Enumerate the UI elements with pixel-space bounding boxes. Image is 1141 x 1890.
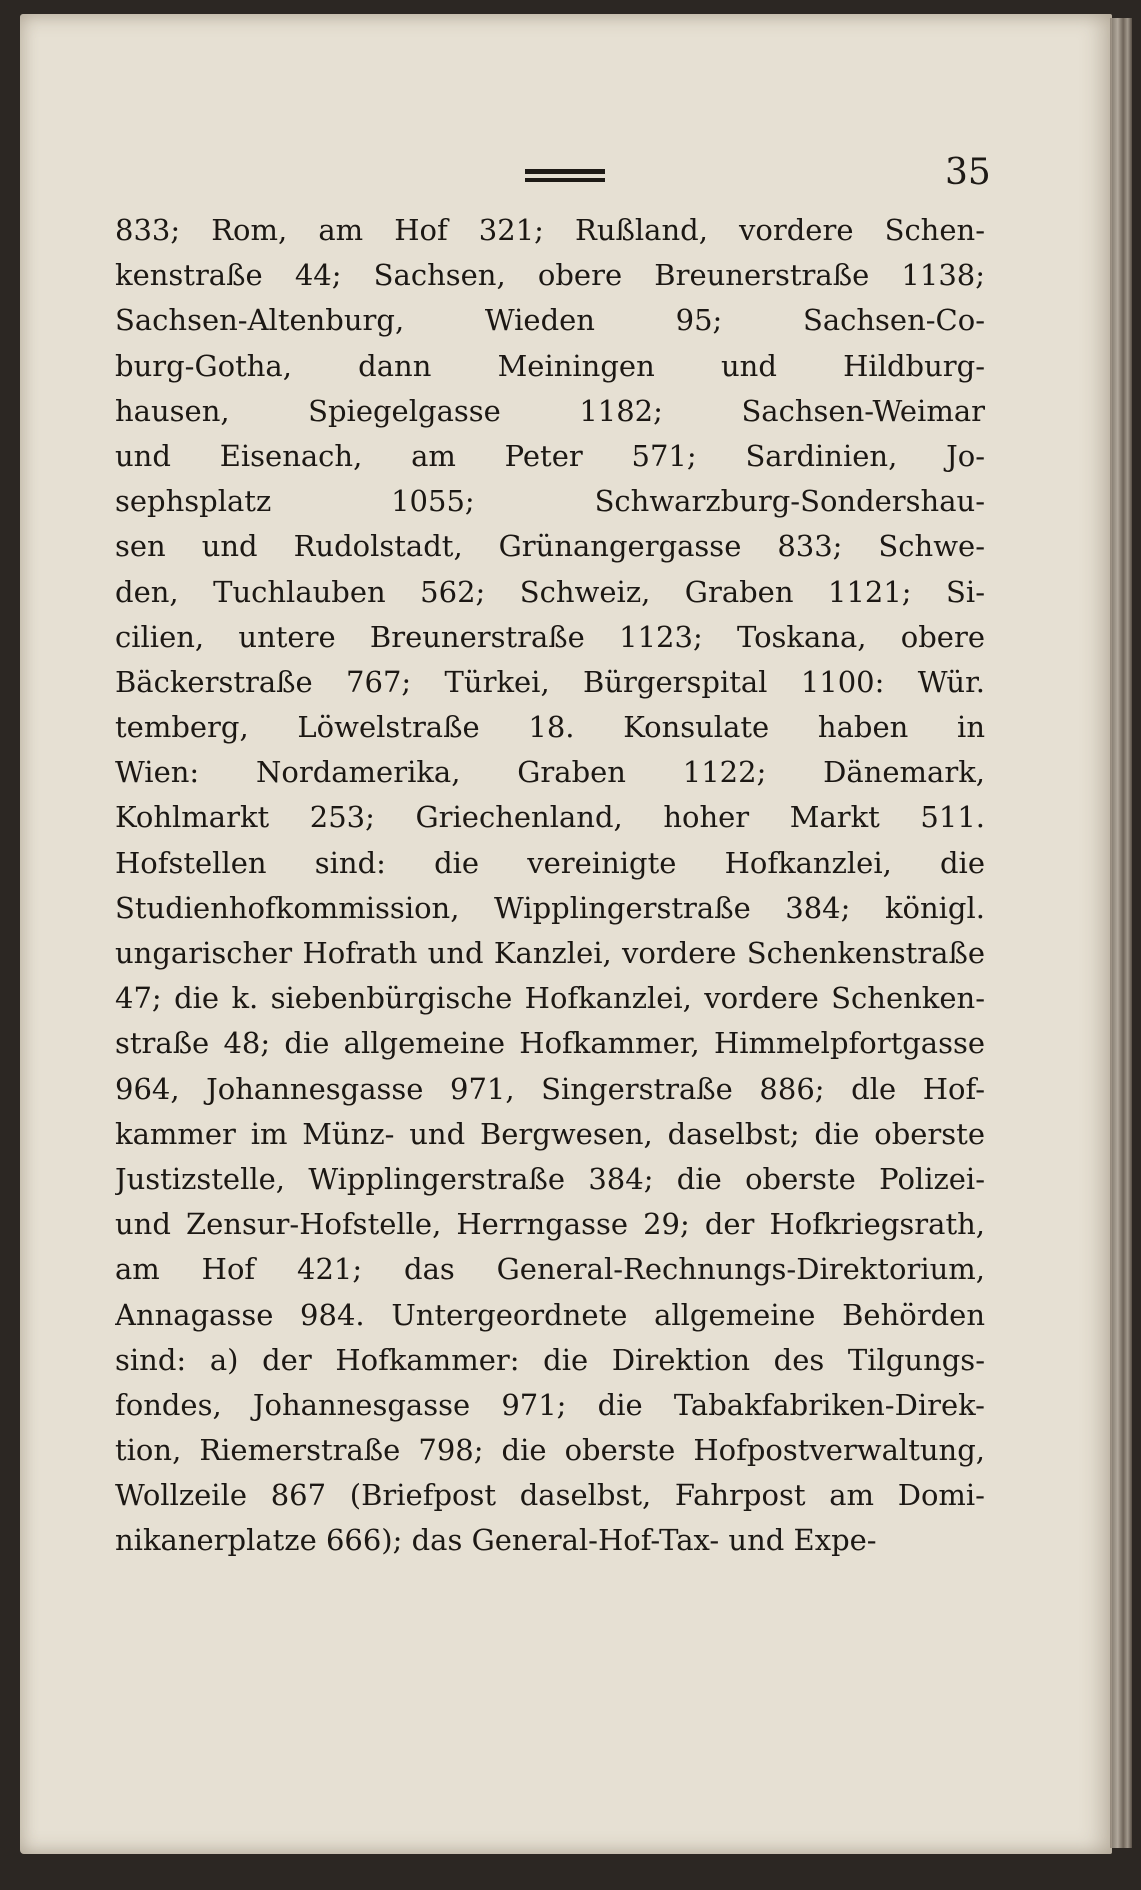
body-text [115,208,985,1564]
text-line: den, Tuchlauben 562; Schweiz, Graben 1121; Si- [115,574,985,609]
text-line: nikanerplatze 666); das General-Hof-Tax- und Expe- [115,1523,877,1558]
header-double-rule [525,169,605,183]
header-rule-bar [525,169,605,174]
header-rule-bar [525,178,605,182]
text-line: Annagasse 984. Untergeordnete allgemeine Behörden [115,1297,985,1332]
text-line: 833; Rom, am Hof 321; Rußland, vordere Schen- [115,213,985,247]
text-line: sephsplatz 1055; Schwarzburg-Sondershau- [115,484,985,519]
text-line: Kohlmarkt 253; Griechenland, hoher Markt 511. [115,800,985,835]
text-line: am Hof 421; das General-Rechnungs-Direktorium, [115,1252,985,1287]
text-line: und Zensur-Hofstelle, Herrngasse 29; der Hofkriegsrath, [115,1207,985,1242]
text-line: cilien, untere Breunerstraße 1123; Toskana, obere [115,619,985,654]
text-line: 964, Johannesgasse 971, Singerstraße 886; dle Hof- [115,1071,985,1106]
text-line: tion, Riemerstraße 798; die oberste Hofpostverwaltung, [115,1433,985,1468]
text-line: Wien: Nordamerika, Graben 1122; Dänemark, [115,755,985,790]
text-line: straße 48; die allgemeine Hofkammer, Himmelpfortgasse [115,1026,985,1061]
text-line: hausen, Spiegelgasse 1182; Sachsen-Weimar [115,393,985,428]
text-line: sen und Rudolstadt, Grünangergasse 833; Schwe- [115,529,985,564]
text-line: Studienhofkommission, Wipplingerstraße 384; königl. [115,890,985,925]
text-line: Bäckerstraße 767; Türkei, Bürgerspital 1100: Wür. [115,664,985,699]
text-line: ungarischer Hofrath und Kanzlei, vordere Schenkenstraße [115,936,985,970]
text-line: Wollzeile 867 (Briefpost daselbst, Fahrpost am Domi- [115,1478,985,1513]
text-line: und Eisenach, am Peter 571; Sardinien, Jo- [115,438,985,473]
text-line: fondes, Johannesgasse 971; die Tabakfabriken-Direk- [115,1387,985,1422]
text-line: Sachsen-Altenburg, Wieden 95; Sachsen-Co- [115,303,985,338]
text-line: 47; die k. siebenbürgische Hofkanzlei, vordere Schenken- [115,981,985,1016]
text-line: burg-Gotha, dann Meiningen und Hildburg- [115,348,985,383]
text-line: sind: a) der Hofkammer: die Direktion des Tilgungs- [115,1342,985,1377]
text-line: kammer im Münz- und Bergwesen, daselbst; die oberste [115,1116,985,1151]
text-line: temberg, Löwelstraße 18. Konsulate haben in [115,710,985,745]
text-line: Justizstelle, Wipplingerstraße 384; die oberste Polizei- [115,1161,985,1196]
page-number: 35 [945,152,991,193]
page-edge [1110,18,1132,1848]
text-line: kenstraße 44; Sachsen, obere Breunerstraße 1138; [115,258,985,293]
text-line: Hofstellen sind: die vereinigte Hofkanzlei, die [115,845,985,880]
